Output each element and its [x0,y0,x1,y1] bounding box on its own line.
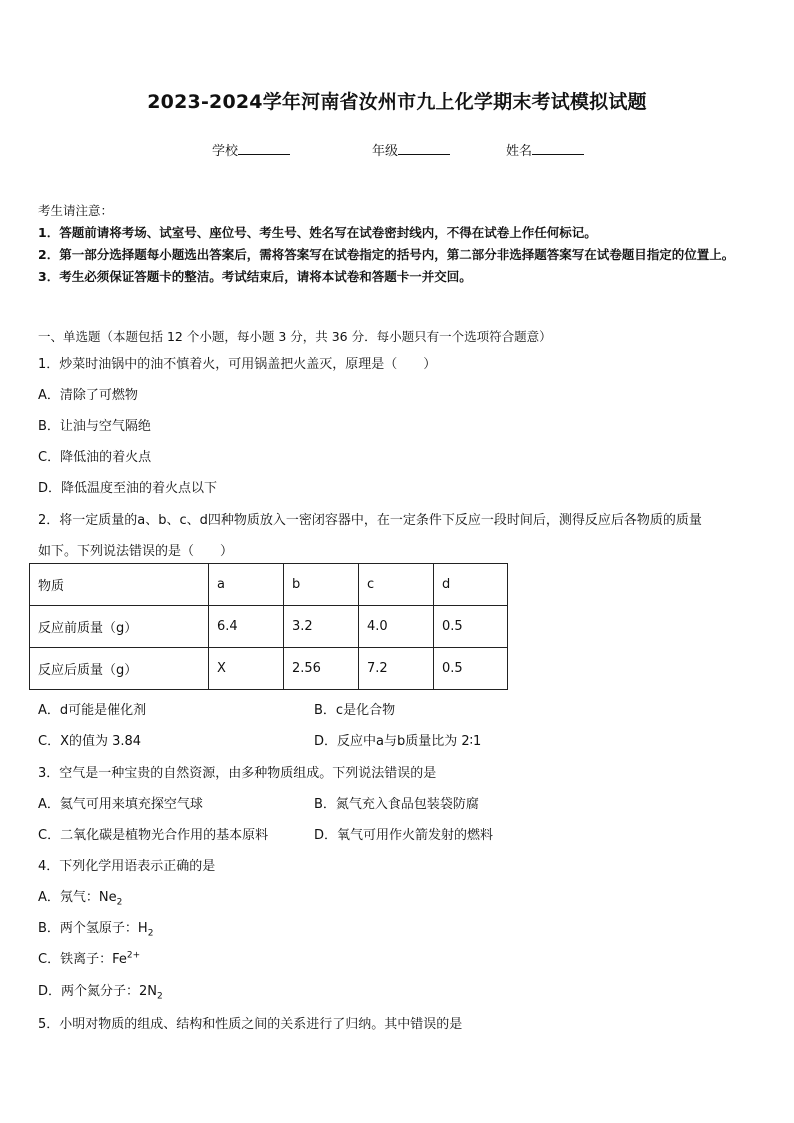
table-cell: d [434,564,508,606]
option-text: D．两个氮分子：2N [38,984,158,999]
question-2-stem-continued: 如下。下列说法错误的是（ ） [38,544,234,559]
option-text: B．两个氢原子：H [38,921,148,936]
question-1-option-d[interactable]: D．降低温度至油的着火点以下 [38,481,218,496]
table-row [30,648,508,690]
table-cell: 7.2 [359,648,434,690]
question-3-option-b[interactable]: B．氮气充入食品包装袋防腐 [314,797,479,812]
question-3-stem: 3．空气是一种宝贵的自然资源，由多种物质组成。下列说法错误的是 [38,766,437,781]
table-cell: 反应前质量（g） [30,606,209,648]
table-cell: 6.4 [209,606,284,648]
notice-heading: 考生请注意： [38,203,114,218]
table-header-row [30,564,508,606]
section-heading: 一、单选题（本题包括 12 个小题，每小题 3 分，共 36 分．每小题只有一个选项符合题意） [38,329,552,344]
question-4-option-c[interactable] [38,948,140,967]
table-row [30,606,508,648]
table-cell: 物质 [30,564,209,606]
option-text: C．铁离子：Fe [38,952,127,967]
question-1-option-a[interactable]: A．清除了可燃物 [38,388,138,403]
question-4-option-b[interactable] [38,917,153,939]
table-cell: 3.2 [284,606,359,648]
subscript: 2 [147,928,154,939]
table-cell: 0.5 [434,648,508,690]
table-cell: c [359,564,434,606]
question-2-stem: 2．将一定质量的a、b、c、d四种物质放入一密闭容器中，在一定条件下反应一段时间后，测得反应后各物质的质量 [38,513,702,528]
grade-blank[interactable] [398,141,450,155]
question-4-option-d[interactable] [38,980,163,1002]
question-4-option-a[interactable] [38,886,122,908]
question-3-option-a[interactable]: A．氦气可用来填充探空气球 [38,797,203,812]
question-2-option-d[interactable]: D．反应中a与b质量比为 2∶1 [314,734,482,749]
question-1-option-c[interactable]: C．降低油的着火点 [38,450,152,465]
subscript: 2 [116,897,123,908]
grade-field[interactable] [372,140,450,159]
subscript: 2 [157,991,163,1002]
notice-block [38,200,764,288]
question-4-stem: 4．下列化学用语表示正确的是 [38,859,216,874]
question-2-option-c[interactable]: C．X的值为 3.84 [38,734,142,749]
question-3-option-d[interactable]: D．氧气可用作火箭发射的燃料 [314,828,494,843]
superscript: 2+ [126,950,141,961]
table-cell: X [209,648,284,690]
table-cell: 反应后质量（g） [30,648,209,690]
page-title: 2023-2024学年河南省汝州市九上化学期末考试模拟试题 [147,91,647,113]
name-label: 姓名 [506,144,533,159]
table-cell: b [284,564,359,606]
question-2-option-b[interactable]: B．c是化合物 [314,703,396,718]
name-field[interactable] [506,140,584,159]
notice-item: 1．答题前请将考场、试室号、座位号、考生号、姓名写在试卷密封线内，不得在试卷上作任何标记。 [38,225,597,240]
option-text: A．氖气：Ne [38,890,117,905]
name-blank[interactable] [532,141,584,155]
question-1-option-b[interactable]: B．让油与空气隔绝 [38,419,151,434]
question-5-stem: 5．小明对物质的组成、结构和性质之间的关系进行了归纳。其中错误的是 [38,1017,463,1032]
table-cell: 4.0 [359,606,434,648]
table-cell: a [209,564,284,606]
notice-item: 2．第一部分选择题每小题选出答案后，需将答案写在试卷指定的括号内，第二部分非选择题答案写在试卷题目指定的位置上。 [38,247,735,262]
question-1-stem: 1．炒菜时油锅中的油不慎着火，可用锅盖把火盖灭，原理是（ ） [38,357,437,372]
notice-item: 3．考生必须保证答题卡的整洁。考试结束后，请将本试卷和答题卡一并交回。 [38,269,472,284]
school-label: 学校 [212,144,239,159]
table-cell: 0.5 [434,606,508,648]
school-field[interactable] [212,140,290,159]
grade-label: 年级 [372,144,399,159]
table-cell: 2.56 [284,648,359,690]
question-3-option-c[interactable]: C．二氧化碳是植物光合作用的基本原料 [38,828,269,843]
school-blank[interactable] [238,141,290,155]
mass-table [29,563,508,690]
question-2-option-a[interactable]: A．d可能是催化剂 [38,703,147,718]
